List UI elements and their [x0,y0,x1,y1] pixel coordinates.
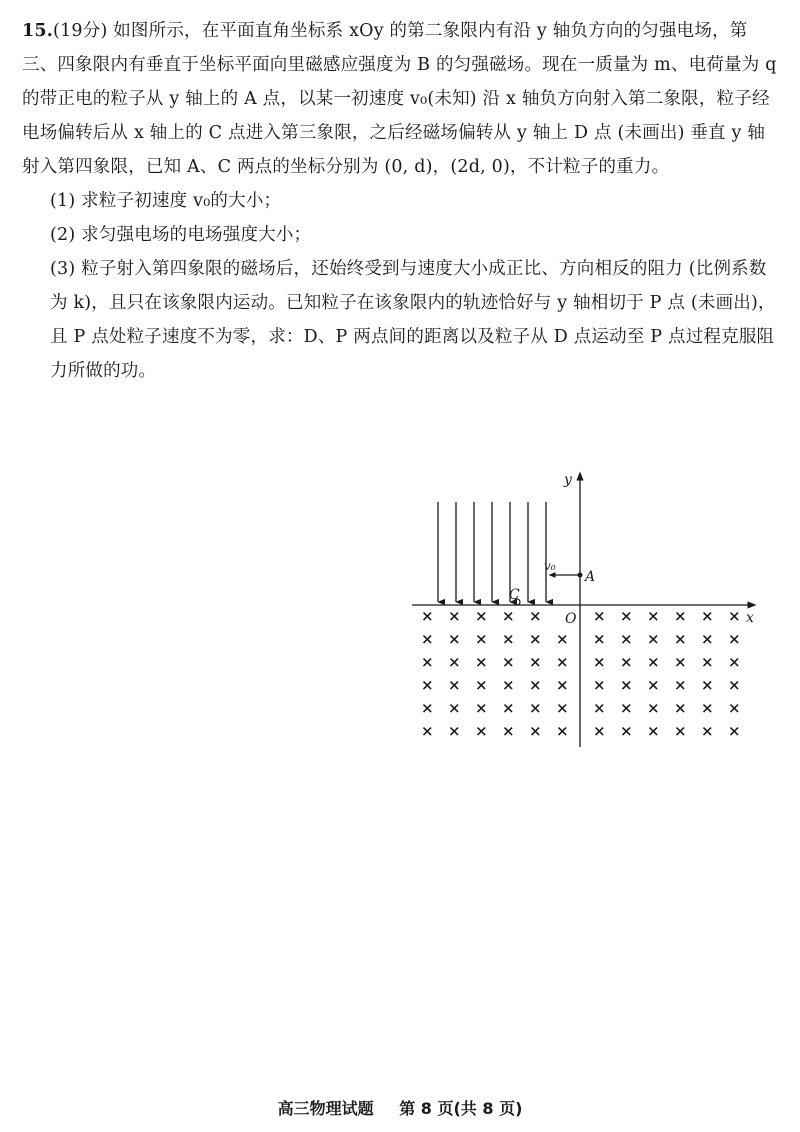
magnetic-field-cross: × [421,653,434,671]
magnetic-field-cross: × [728,653,741,671]
magnetic-field-cross: × [421,722,434,740]
magnetic-field-cross: × [475,699,488,717]
magnetic-field-cross: × [593,722,606,740]
field-diagram-svg [408,462,768,752]
magnetic-field-cross: × [421,699,434,717]
magnetic-field-marks [421,607,741,740]
magnetic-field-cross: × [620,676,633,694]
magnetic-field-cross: × [701,699,714,717]
magnetic-field-cross: × [502,676,515,694]
magnetic-field-cross: × [620,699,633,717]
magnetic-field-cross: × [674,653,687,671]
magnetic-field-cross: × [620,653,633,671]
footer-subject: 高三物理试题 [277,1099,374,1118]
magnetic-field-cross: × [502,630,515,648]
magnetic-field-cross: × [556,630,569,648]
magnetic-field-cross: × [448,676,461,694]
magnetic-field-cross: × [728,699,741,717]
magnetic-field-cross: × [728,722,741,740]
magnetic-field-cross: × [674,630,687,648]
magnetic-field-cross: × [448,722,461,740]
velocity-label: v₀ [544,559,556,573]
problem-number: 15. [22,21,54,41]
magnetic-field-cross: × [529,630,542,648]
magnetic-field-cross: × [475,676,488,694]
magnetic-field-cross: × [556,653,569,671]
problem-stem [22,14,782,184]
magnetic-field-cross: × [448,607,461,625]
magnetic-field-cross: × [448,699,461,717]
magnetic-field-cross: × [701,630,714,648]
magnetic-field-cross: × [674,699,687,717]
magnetic-field-cross: × [701,653,714,671]
origin-label: O [565,611,577,627]
magnetic-field-cross: × [593,699,606,717]
magnetic-field-cross: × [647,722,660,740]
question-2: (2) 求匀强电场的电场强度大小； [50,225,312,245]
magnetic-field-cross: × [475,722,488,740]
magnetic-field-cross: × [620,722,633,740]
magnetic-field-cross: × [647,676,660,694]
footer-page: 第 8 页(共 8 页) [399,1099,523,1118]
question-1: (1) 求粒子初速度 v₀的大小； [50,191,282,211]
problem-stem-text: (19分) 如图所示，在平面直角坐标系 xOy 的第二象限内有沿 y 轴负方向的匀强电场，第三、四象限内有垂直于坐标平面向里磁感应强度为 B 的匀强磁场。现在一质量为 m、电荷量为 q 的带正电的粒子从 y 轴上的 A 点，以某一初速度 v₀(未知) 沿 x 轴负方向射入第二象限，粒子经电场偏转后从 x 轴上的 C 点进入第三象限，之后经磁场偏转从 y 轴上 D 点 (未画出) 垂直 y 轴射入第四象限，已知 A、C 两点的坐标分别为 (0, d)，(2d, 0)，不计粒子的重力。 [22,21,777,177]
x-axis-label: x [746,610,754,626]
magnetic-field-cross: × [728,630,741,648]
magnetic-field-cross: × [556,699,569,717]
magnetic-field-cross: × [556,722,569,740]
magnetic-field-cross: × [475,653,488,671]
page-footer [0,1096,800,1119]
point-a-label: A [585,569,596,585]
magnetic-field-cross: × [502,607,515,625]
magnetic-field-cross: × [529,653,542,671]
point-c-label: C [509,587,520,603]
magnetic-field-cross: × [593,630,606,648]
electric-field-lines [438,502,546,602]
magnetic-field-cross: × [647,630,660,648]
magnetic-field-cross: × [620,607,633,625]
magnetic-field-cross: × [448,630,461,648]
magnetic-field-cross: × [475,607,488,625]
magnetic-field-cross: × [674,722,687,740]
magnetic-field-cross: × [421,607,434,625]
y-axis-label: y [564,472,572,488]
magnetic-field-cross: × [647,607,660,625]
magnetic-field-cross: × [529,722,542,740]
magnetic-field-cross: × [529,699,542,717]
magnetic-field-cross: × [728,607,741,625]
magnetic-field-cross: × [593,607,606,625]
magnetic-field-cross: × [620,630,633,648]
magnetic-field-cross: × [529,676,542,694]
magnetic-field-cross: × [421,676,434,694]
magnetic-field-cross: × [556,676,569,694]
problem-15 [22,14,782,388]
magnetic-field-cross: × [701,607,714,625]
magnetic-field-cross: × [674,676,687,694]
magnetic-field-cross: × [674,607,687,625]
magnetic-field-cross: × [593,676,606,694]
magnetic-field-cross: × [647,699,660,717]
point-a-marker [578,573,583,578]
magnetic-field-cross: × [475,630,488,648]
magnetic-field-cross: × [647,653,660,671]
field-diagram [408,462,768,752]
magnetic-field-cross: × [529,607,542,625]
magnetic-field-cross: × [701,676,714,694]
question-3: (3) 粒子射入第四象限的磁场后，还始终受到与速度大小成正比、方向相反的阻力 (比例系数为 k)，且只在该象限内运动。已知粒子在该象限内的轨迹恰好与 y 轴相切于 P 点 (未画出)，且 P 点处粒子速度不为零，求：D、P 两点间的距离以及粒子从 D 点运动至 P 点过程克服阻力所做的功。 [50,259,776,381]
magnetic-field-cross: × [593,653,606,671]
magnetic-field-cross: × [421,630,434,648]
magnetic-field-cross: × [728,676,741,694]
magnetic-field-cross: × [448,653,461,671]
magnetic-field-cross: × [502,653,515,671]
magnetic-field-cross: × [502,722,515,740]
magnetic-field-cross: × [701,722,714,740]
magnetic-field-cross: × [502,699,515,717]
